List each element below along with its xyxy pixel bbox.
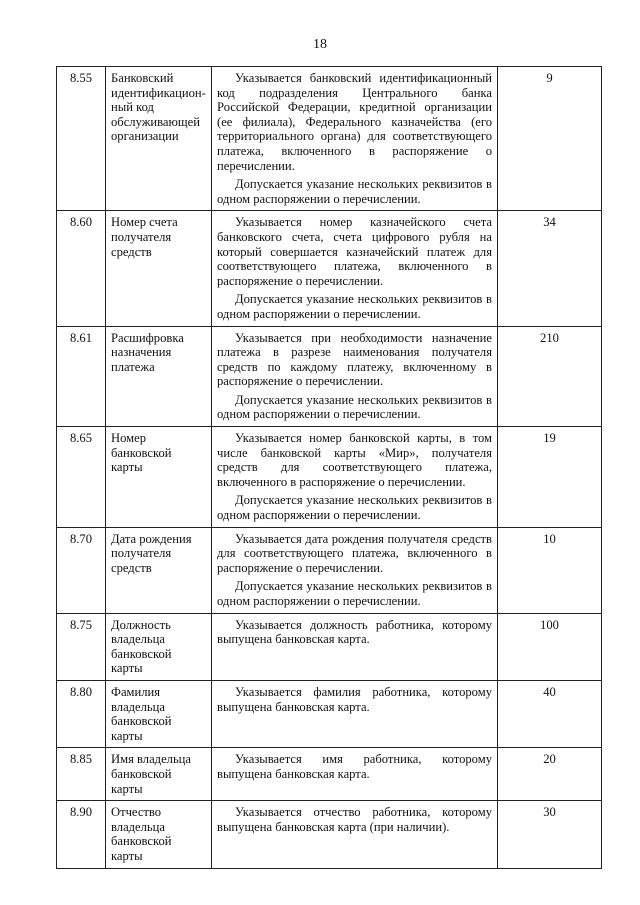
table-row (57, 527, 602, 613)
row-description (212, 67, 498, 211)
row-description-note: Допускается указание нескольких реквизитов в одном распоряжении о перечислении. (217, 493, 492, 523)
row-description-text: Указывается при необходимости назначение платежа в разрезе наименования получателя средств по каждому платежу, включенному в распоряжение о перечислении. (217, 330, 492, 389)
row-name: Расшифровка назначения платежа (106, 326, 212, 427)
row-description (212, 326, 498, 427)
row-name: Банковский идентификацион-ный код обслуживающей организации (106, 67, 212, 211)
row-description (212, 613, 498, 680)
row-length: 10 (498, 527, 602, 613)
row-name: Номер счета получателя средств (106, 211, 212, 326)
row-description-note: Допускается указание нескольких реквизитов в одном распоряжении о перечислении. (217, 177, 492, 206)
row-number: 8.55 (57, 67, 106, 211)
row-number: 8.90 (57, 801, 106, 868)
row-length: 210 (498, 326, 602, 427)
row-length: 30 (498, 801, 602, 868)
row-name: Отчество владельца банковской карты (106, 801, 212, 868)
row-description (212, 748, 498, 801)
row-number: 8.85 (57, 748, 106, 801)
table-row (57, 801, 602, 868)
page-number: 18 (313, 37, 327, 52)
row-number: 8.70 (57, 527, 106, 613)
row-name: Фамилия владельца банковской карты (106, 680, 212, 747)
row-length: 100 (498, 613, 602, 680)
row-description-note: Допускается указание нескольких реквизитов в одном распоряжении о перечислении. (217, 292, 492, 321)
table-row (57, 326, 602, 427)
row-description-text: Указывается должность работника, которому выпущена банковская карта. (217, 617, 492, 647)
row-length: 9 (498, 67, 602, 211)
row-description-text: Указывается отчество работника, которому выпущена банковская карта (при наличии). (217, 805, 492, 834)
row-description-note: Допускается указание нескольких реквизитов в одном распоряжении о перечислении. (217, 579, 492, 608)
row-description-text: Указывается имя работника, которому выпущена банковская карта. (217, 752, 492, 781)
row-description (212, 527, 498, 613)
row-number: 8.65 (57, 427, 106, 528)
table-row (57, 67, 602, 211)
row-description (212, 427, 498, 528)
row-description (212, 211, 498, 326)
table-row (57, 613, 602, 680)
row-description-text: Указывается номер казначейского счета банковского счета, счета цифрового рубля на который совершается казначейский платеж для соответствующего платежа, включенного в распоряжение о перечислении. (217, 215, 492, 288)
row-description-text: Указывается банковский идентификационный код подразделения Центрального банка Российской Федерации, кредитной организации (ее филиала), Федерального казначейства (его территориального органа) для соответствующего платежа, включенного в распоряжение о перечислении. (217, 71, 492, 173)
row-number: 8.60 (57, 211, 106, 326)
row-length: 40 (498, 680, 602, 747)
row-name: Должность владельца банковской карты (106, 613, 212, 680)
row-number: 8.75 (57, 613, 106, 680)
row-name: Имя владельца банковской карты (106, 748, 212, 801)
row-number: 8.80 (57, 680, 106, 747)
row-number: 8.61 (57, 326, 106, 427)
table-row (57, 427, 602, 528)
row-description (212, 680, 498, 747)
row-description-note: Допускается указание нескольких реквизитов в одном распоряжении о перечислении. (217, 392, 492, 422)
row-length: 19 (498, 427, 602, 528)
requisites-table (56, 66, 602, 869)
row-name: Дата рождения получателя средств (106, 527, 212, 613)
row-length: 20 (498, 748, 602, 801)
table-row (57, 748, 602, 801)
row-description-text: Указывается фамилия работника, которому выпущена банковская карта. (217, 684, 492, 714)
row-description-text: Указывается дата рождения получателя средств для соответствующего платежа, включенного в распоряжение о перечислении. (217, 531, 492, 575)
table-row (57, 211, 602, 326)
table-row (57, 680, 602, 747)
row-name: Номер банковской карты (106, 427, 212, 528)
row-description-text: Указывается номер банковской карты, в том числе банковской карты «Мир», получателя средств для соответствующего платежа, включенного в распоряжение о перечислении. (217, 431, 492, 489)
row-description (212, 801, 498, 868)
row-length: 34 (498, 211, 602, 326)
